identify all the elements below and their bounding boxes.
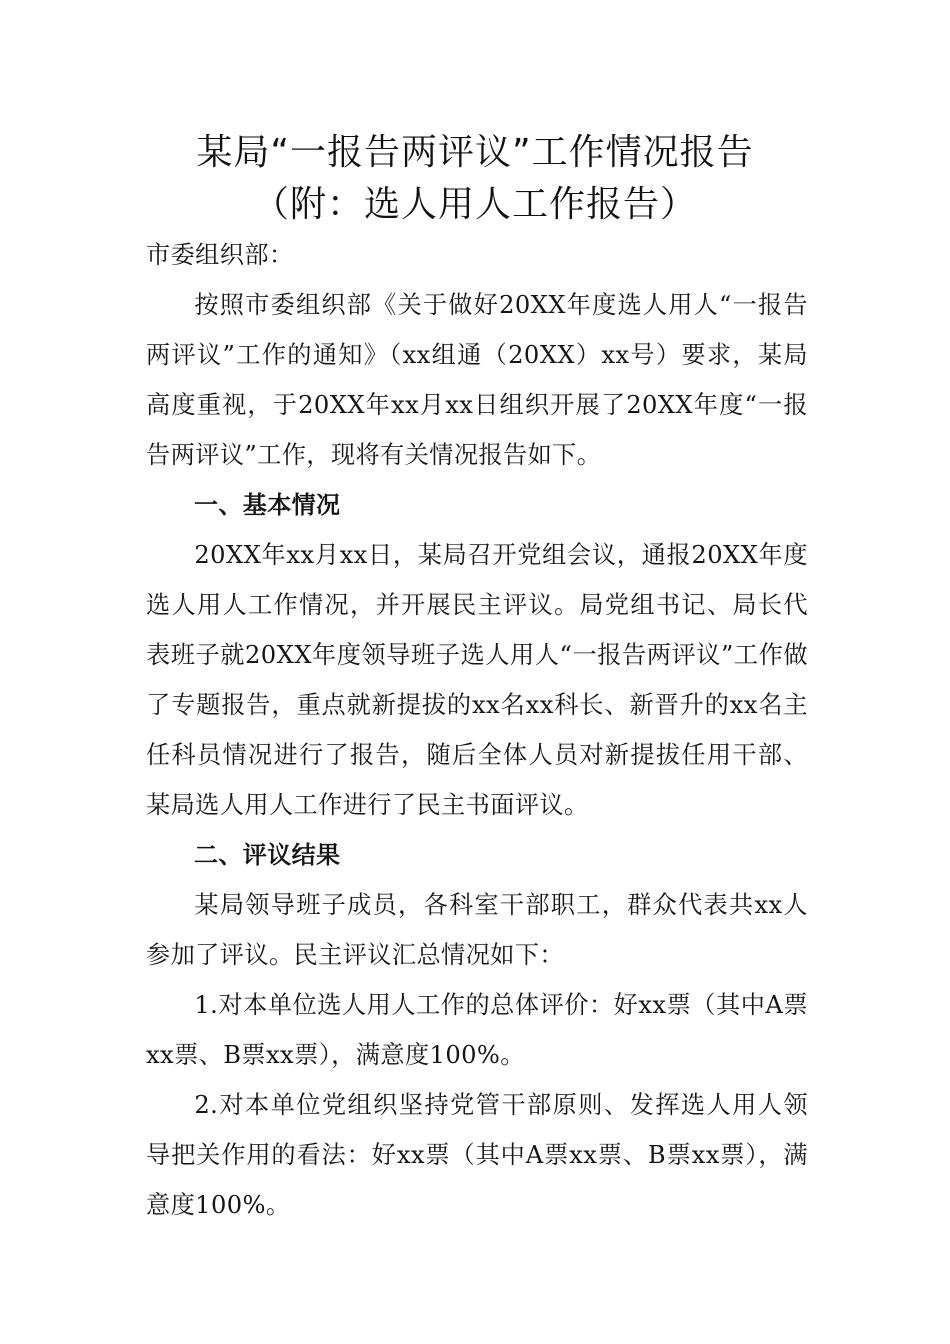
intro-paragraph: 按照市委组织部《关于做好20XX年度选人用人“一报告两评议”工作的通知》（xx组通（20XX）xx号）要求，某局高度重视，于20XX年xx月xx日组织开展了20XX年度“一报告两评议”工作，现将有关情况报告如下。: [146, 291, 808, 469]
document-title: 某局“一报告两评议”工作情况报告: [196, 132, 754, 173]
evaluation-item-1: 1.对本单位选人用人工作的总体评价：好xx票（其中A票xx票、B票xx票），满意度100%。: [146, 991, 808, 1069]
section-heading-basic-situation: 一、基本情况: [194, 491, 341, 519]
salutation: 市委组织部：: [146, 241, 294, 269]
document-body: [146, 230, 808, 1230]
section-heading-evaluation-results: 二、评议结果: [194, 841, 341, 869]
section-paragraph-basic-situation: 20XX年xx月xx日，某局召开党组会议，通报20XX年度选人用人工作情况，并开展民主评议。局党组书记、局长代表班子就20XX年度领导班子选人用人“一报告两评议”工作做了专题报告，重点就新提拔的xx名xx科长、新晋升的xx名主任科员情况进行了报告，随后全体人员对新提拔任用干部、某局选人用人工作进行了民主书面评议。: [146, 541, 808, 819]
evaluation-item-2: 2.对本单位党组织坚持党管干部原则、发挥选人用人领导把关作用的看法：好xx票（其中A票xx票、B票xx票），满意度100%。: [146, 1091, 808, 1219]
document-subtitle: （附：选人用人工作报告）: [252, 184, 697, 225]
section-paragraph-evaluation-results: 某局领导班子成员，各科室干部职工，群众代表共xx人参加了评议。民主评议汇总情况如下：: [146, 891, 808, 969]
